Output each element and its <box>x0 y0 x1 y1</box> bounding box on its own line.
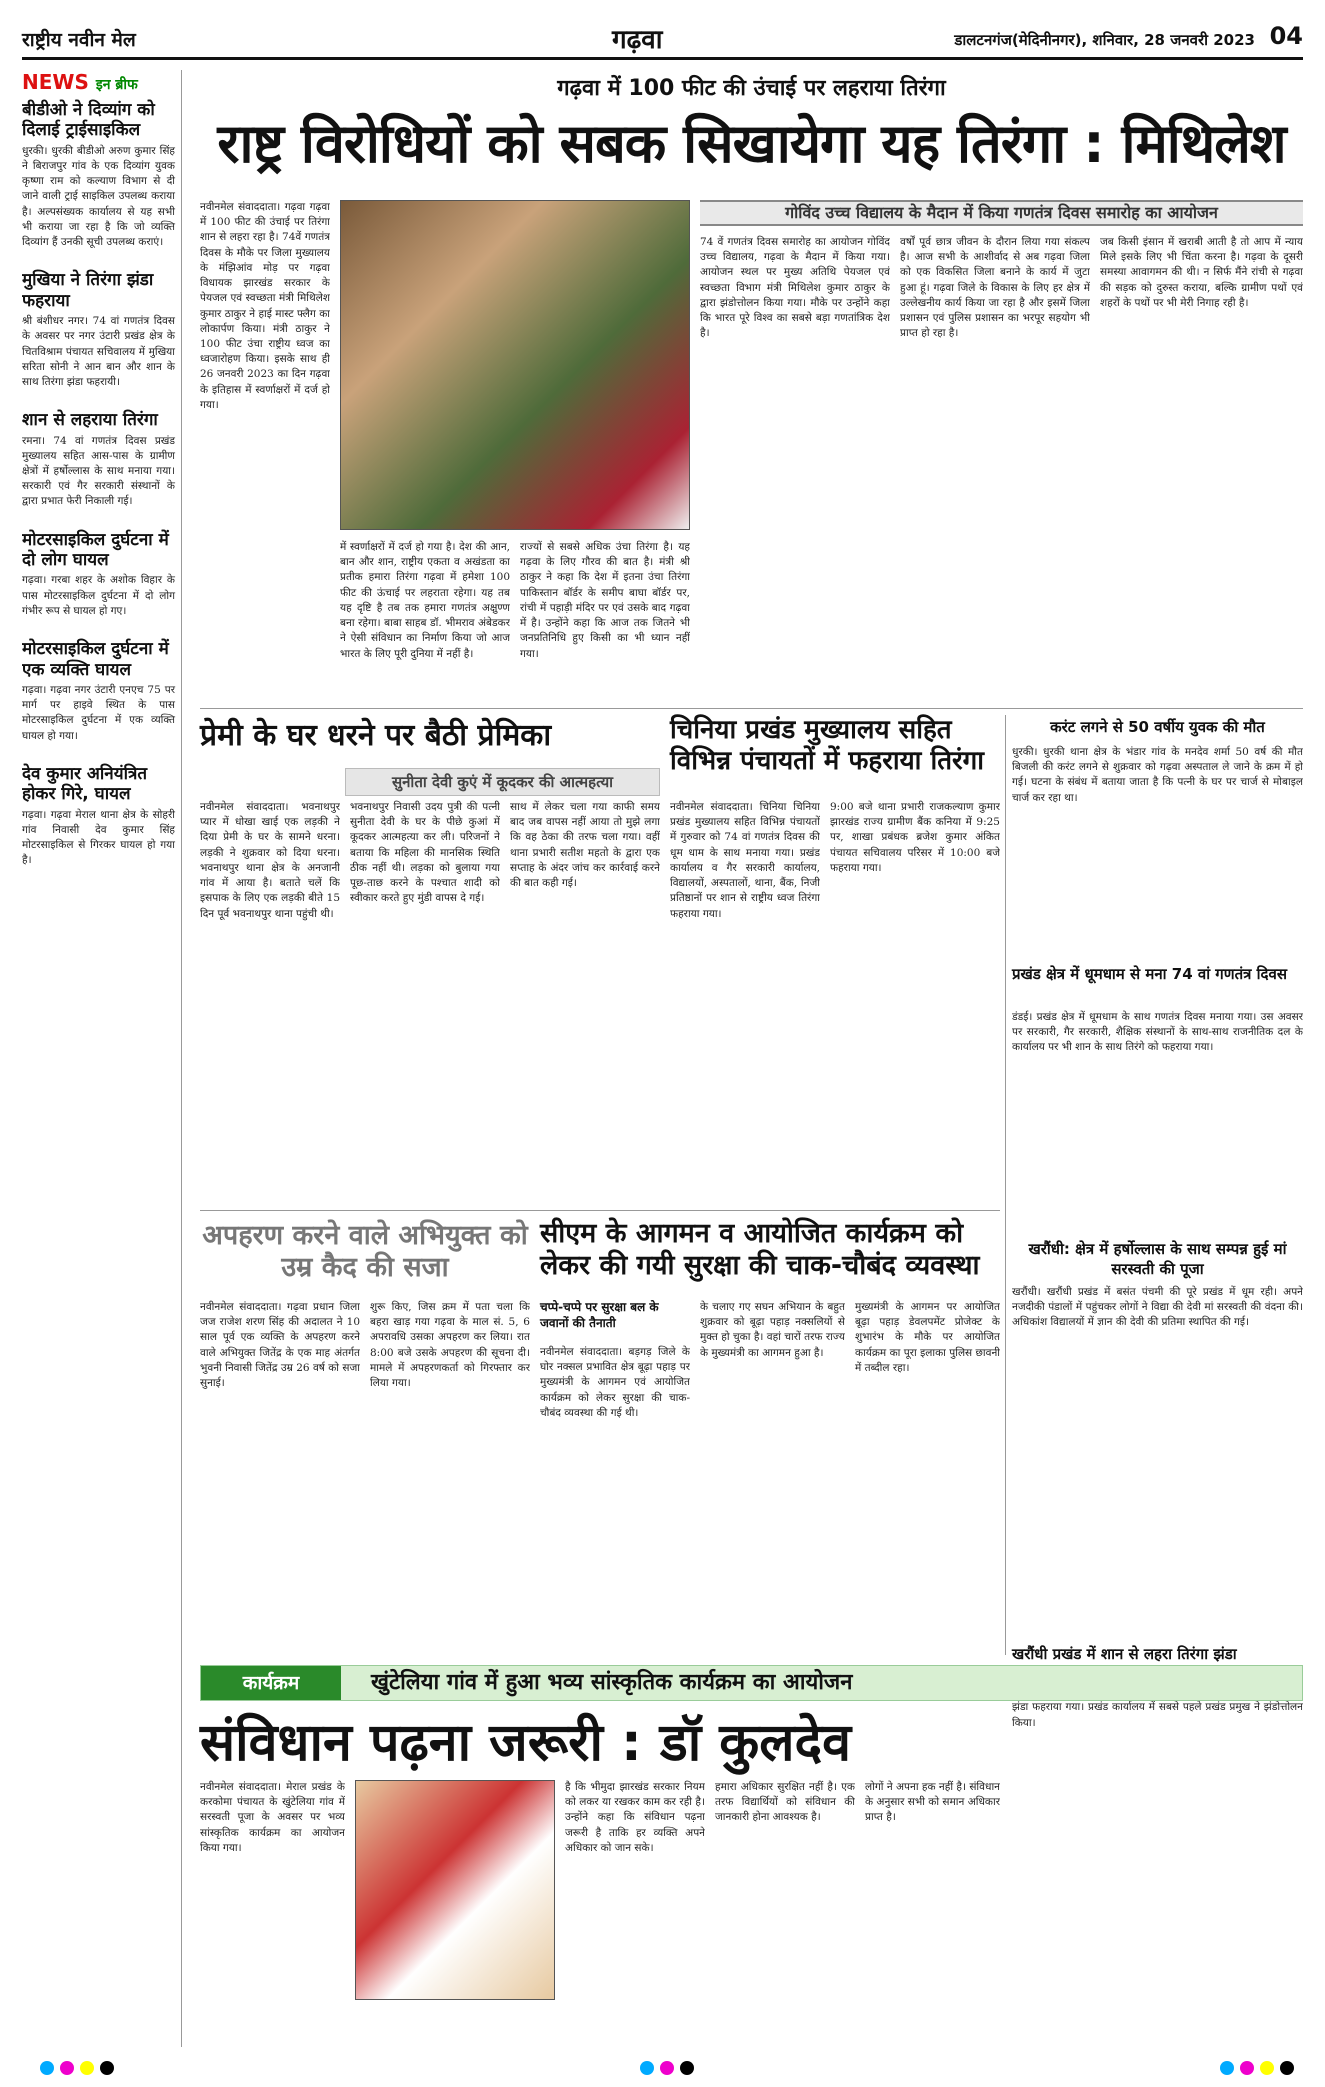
news-in-brief-column <box>22 70 182 2047</box>
program-tag: कार्यक्रम <box>201 1666 341 1700</box>
republic-day-headline: प्रखंड क्षेत्र में धूमधाम से मना 74 वां गणतंत्र दिवस <box>1012 965 1287 983</box>
masthead <box>22 20 1303 60</box>
top-kicker: गढ़वा में 100 फीट की उंचाई पर लहराया तिरंगा <box>557 76 946 101</box>
news-badge: NEWS इन ब्रीफ <box>22 70 138 94</box>
republic-day-text: डंडई। प्रखंड क्षेत्र में धूमधाम के साथ गणतंत्र दिवस मनाया गया। उस अवसर पर सरकारी, गैर सरकारी, शैक्षिक संस्थानों के साथ-साथ राजनीतिक दल के कार्यालय पर भी शान के साथ तिरंगे को फहराया गया। <box>1012 1011 1303 1054</box>
program-stage-photo <box>355 1780 555 2000</box>
apharan-col2: शुरू किए, जिस क्रम में पता चला कि बहरा खाड़ गया गढ़वा के माल सं. 5, 6 अपरावधि उसका अपहरण कर लिया। रात 8:00 बजे उसके अपहरण की सूचना दी। मामले में अपहरणकर्ता को गिरफ्तार कर लिया गया। <box>370 1301 530 1390</box>
chiniya-col1: नवीनमेल संवाददाता। चिनिया चिनिया प्रखंड मुख्यालय सहित विभिन्न पंचायतों में गुरुवार को 74 वां गणतंत्र दिवस की धूम धाम के साथ मनाया गया। प्रखंड कार्यालय व गैर सरकारी कार्यालय, विद्यालयों, अस्पतालों, थाना, बैंक, निजी प्रतिष्ठानों पर शान से राष्ट्रीय ध्वज तिरंगा फहराया गया। <box>670 801 820 920</box>
kharaundhi-flag-headline: खरौंधी प्रखंड में शान से लहरा तिरंगा झंडा <box>1012 1645 1237 1663</box>
brief-item: मोटरसाइकिल दुर्घटना में एक व्यक्ति घायल गढ़वा। गढ़वा नगर उंटारी एनएच 75 पर मार्ग पर हाइवे स्थित के पास मोटरसाइकिल दुर्घटना में एक व्यक्ति घायल हो गया। <box>22 639 175 742</box>
registration-mark <box>40 2061 54 2075</box>
apharan-headline: अपहरण करने वाले अभियुक्त को उम्र कैद की सजा <box>202 1220 528 1284</box>
tricolor-crowd-photo <box>340 200 690 530</box>
program-band <box>200 1665 1303 1701</box>
cm-col1: नवीनमेल संवाददाता। बड़गड़ जिले के घोर नक्सल प्रभावित क्षेत्र बूढ़ा पहाड़ पर मुख्यमंत्री के आगमन एवं आयोजित कार्यक्रम को लेकर सुरक्षा की चाक-चौबंद व्यवस्था की गई थी। <box>540 1346 690 1419</box>
premi-headline: प्रेमी के घर धरने पर बैठी प्रेमिका <box>200 718 552 753</box>
top-story-col6: जब किसी इंसान में खराबी आती है तो आप में न्याय मिले इसके लिए भी चिंता करना है। गढ़वा के दूसरी समस्या आवागमन की थी। न सिर्फ मैंने रांची से गढ़वा की सड़क को दुरुस्त कराया, बल्कि ग्रामीण पथों एवं शहरों के पथों पर भी मेरी निगाह रही है। <box>1100 236 1303 309</box>
kuldev-col3: हमारा अधिकार सुरक्षित नहीं है। एक तरफ विद्यार्थियों को संविधान की जानकारी होना आवश्यक है। <box>715 1781 855 1824</box>
top-story-col5: वर्षों पूर्व छात्र जीवन के दौरान लिया गया संकल्प है। आज सभी के आशीर्वाद से अब गढ़वा जिला को एक विकसित जिला बनाने के कार्य में जुटा हुआ हूं। गढ़वा जिले के विकास के लिए हर क्षेत्र में उल्लेखनीय कार्य किया जा रहा है और इसमें जिला प्रशासन एवं पुलिस प्रशासन का भरपूर सहयोग भी प्राप्त हो रहा है। <box>900 236 1090 340</box>
registration-mark <box>660 2061 674 2075</box>
brief-item: मोटरसाइकिल दुर्घटना में दो लोग घायल गढ़वा। गरबा शहर के अशोक विहार के पास मोटरसाइकिल दुर्घटना में दो लोग गंभीर रूप से घायल हो गए। <box>22 529 175 617</box>
saraswati-puja-text: खरौंधी। खरौंधी प्रखंड में बसंत पंचमी की पूरे प्रखंड में धूम रही। अपने नजदीकी पंडालों में पहुंचकर लोगों ने विद्या की देवी मां सरस्वती की वंदना की। अधिकांश विद्यालयों में ज्ञान की देवी की प्रतिमा स्थापित की गई। <box>1012 1286 1303 1329</box>
registration-mark <box>680 2061 694 2075</box>
registration-mark <box>1220 2061 1234 2075</box>
kuldev-col1: नवीनमेल संवाददाता। मेराल प्रखंड के करकोमा पंचायत के खुंटेलिया गांव में सरस्वती पूजा के अवसर पर भव्य सांस्कृतिक कार्यक्रम का आयोजन किया गया। <box>200 1781 345 1854</box>
brief-item: देव कुमार अनियंत्रित होकर गिरे, घायल गढ़वा। गढ़वा मेराल थाना क्षेत्र के सोहरी गांव निवासी देव कुमार सिंह मोटरसाइकिल से गिरकर घायल हो गया है। <box>22 763 175 867</box>
kharaundhi-flag-text: झंडा फहराया गया। प्रखंड कार्यालय में सबसे पहले प्रखंड प्रमुख ने झंडोत्तोलन किया। <box>1012 1701 1303 1729</box>
current-death-headline: करंट लगने से 50 वर्षीय युवक की मौत <box>1050 718 1265 736</box>
divider <box>200 1210 1000 1211</box>
edition-date: डालटनगंज(मेदिनीनगर), शनिवार, 28 जनवरी 2023 <box>954 31 1255 49</box>
top-story-col3: राज्यों से सबसे अधिक उंचा तिरंगा है। यह गढ़वा के लिए गौरव की बात है। मंत्री श्री ठाकुर ने कहा कि देश में इतना उंचा तिरंगा पाकिस्तान बॉर्डर के समीप बाघा बॉर्डर पर, रांची में पहाड़ी मंदिर पर एवं उसके बाद गढ़वा में है। उन्होंने कहा कि आज तक जितने भी जनप्रतिनिधि हुए किसी का भी ध्यान नहीं गया। <box>520 541 690 660</box>
current-death-text: धुरकी। धुरकी थाना क्षेत्र के भंडार गांव के मनदेव शर्मा 50 वर्ष की मौत बिजली की करंट लगने से शुक्रवार को गढ़वा अस्पताल ले जाने के क्रम में हो गई। घटना के संबंध में बताया जाता है कि पत्नी के घर पर चार्ज से मोबाइल चार्ज कर रहा था। <box>1012 746 1303 804</box>
premi-col2: भवनाथपुर निवासी उदय पुत्री की पत्नी सुनीता देवी के घर के पीछे कुआं में कूदकर आत्महत्या कर ली। परिजनों ने बताया कि महिला की मानसिक स्थिति ठीक नहीं थी। लड़का को बुलाया गया पूछ-ताछ करने के पश्चात शादी को स्वीकार करते हुए मुंडी वापस दे गई। <box>350 801 500 905</box>
apharan-col1: नवीनमेल संवाददाता। गढ़वा प्रधान जिला जज राजेश शरण सिंह की अदालत ने 10 साल पूर्व एक व्यक्ति के अपहरण करने वाले अभियुक्त जितेंद्र के एक माह अंतर्गत भुवनी निवासी जितेंद्र उम्र 26 वर्ष को सजा सुनाई। <box>200 1301 360 1390</box>
brief-item: मुखिया ने तिरंगा झंडा फहराया श्री बंशीधर नगर। 74 वां गणतंत्र दिवस के अवसर पर नगर उंटारी प्रखंड क्षेत्र के चितविश्राम पंचायत सचिवालय में मुखिया सरिता सोनी ने आन बान और शान के साथ तिरंगा झंडा फहरायी। <box>22 270 175 388</box>
top-story-col1: नवीनमेल संवाददाता। गढ़वा गढ़वा में 100 फीट की उंचाई पर तिरंगा शान से लहरा रहा है। 74वें गणतंत्र दिवस के मौके पर जिला मुख्यालय के मंझिआंव मोड़ पर गढ़वा विधायक झारखंड सरकार के पेयजल एवं स्वच्छता मंत्री मिथिलेश कुमार ठाकुर ने हाई मास्ट फ्लैग का लोकार्पण किया। मंत्री ठाकुर ने 100 फीट उंचा राष्ट्रीय ध्वज का ध्वजारोहण किया। इसके साथ ही 26 जनवरी 2023 का दिन गढ़वा के इतिहास में स्वर्णाक्षरों में दर्ज हो गया। <box>200 201 330 411</box>
cm-security-subhead: चप्पे-चप्पे पर सुरक्षा बल के जवानों की तैनाती <box>540 1300 659 1330</box>
program-band-title: खुंटेलिया गांव में हुआ भव्य सांस्कृतिक कार्यक्रम का आयोजन <box>371 1670 853 1695</box>
chiniya-col2: 9:00 बजे थाना प्रभारी राजकल्याण कुमार झारखंड राज्य ग्रामीण बैंक कनिया में 9:25 पर, शाखा प्रबंधक ब्रजेश कुमार अंकित पंचायत सचिवालय परिसर में 10:00 बजे फहराया गया। <box>830 801 1000 874</box>
kuldev-headline: संविधान पढ़ना जरूरी : डॉ कुलदेव <box>200 1713 852 1773</box>
page-number: 04 <box>1269 22 1303 50</box>
top-substrip: गोविंद उच्च विद्यालय के मैदान में किया गणतंत्र दिवस समारोह का आयोजन <box>700 200 1303 226</box>
brand-name: राष्ट्रीय नवीन मेल <box>22 29 136 51</box>
kuldev-col4: लोगों ने अपना हक नहीं है। संविधान के अनुसार सभी को समान अधिकार प्राप्त है। <box>865 1781 1000 1824</box>
kuldev-col2: है कि भीमुदा झारखंड सरकार नियम को लकर या रखकर काम कर रही है। उन्होंने कहा कि संविधान पढ़ना जरूरी है ताकि हर व्यक्ति अपने अधिकार को जान सके। <box>565 1781 705 1854</box>
premi-subhead: सुनीता देवी कुएं में कूदकर की आत्महत्या <box>345 768 660 796</box>
premi-col3: साथ में लेकर चला गया काफी समय बाद जब वापस नहीं आया तो मुझे लगा कि वह ठेका की तरफ चला गया। वहीं थाना प्रभारी सतीश महतो के द्वारा एक सप्ताह के अंदर जांच कर कार्रवाई करने की बात कही गई। <box>510 801 660 890</box>
brief-item: शान से लहराया तिरंगा रमना। 74 वां गणतंत्र दिवस प्रखंड मुख्यालय सहित आस-पास के ग्रामीण क्षेत्रों में हर्षोल्लास के साथ मनाया गया। सरकारी एवं गैर सरकारी संस्थानों के द्वारा प्रभात फेरी निकाली गई। <box>22 410 175 508</box>
registration-mark <box>1260 2061 1274 2075</box>
registration-mark <box>60 2061 74 2075</box>
divider <box>1005 715 1006 1655</box>
top-headline: राष्ट्र विरोधियों को सबक सिखायेगा यह तिरंगा : मिथिलेश <box>217 112 1286 175</box>
divider <box>200 708 1303 709</box>
cm-col3: मुख्यमंत्री के आगमन पर आयोजित बूढ़ा पहाड़ डेवलपमेंट प्रोजेक्ट के शुभारंभ के मौके पर आयोजित कार्यक्रम का पूरा इलाका पुलिस छावनी में तब्दील रहा। <box>855 1301 1000 1374</box>
brief-item: बीडीओ ने दिव्यांग को दिलाई ट्राईसाइकिल धुरकी। धुरकी बीडीओ अरुण कुमार सिंह ने बिराजपुर गांव के एक दिव्यांग युवक कृष्णा राम को कल्याण विभाग से दी जाने वाली ट्राई साइकिल उपलब्ध कराया है। अल्पसंख्यक कार्यालय से यह सभी भी कराया जा रहा है कि जो व्यक्ति दिव्यांग हैं उनकी सूची उपलब्ध कराएं। <box>22 100 175 249</box>
registration-mark <box>100 2061 114 2075</box>
section-name: गढ़वा <box>612 25 663 55</box>
chiniya-headline: चिनिया प्रखंड मुख्यालय सहित विभिन्न पंचायतों में फहराया तिरंगा <box>670 715 985 777</box>
registration-mark <box>80 2061 94 2075</box>
cm-security-headline: सीएम के आगमन व आयोजित कार्यक्रम को लेकर की गयी सुरक्षा की चाक-चौबंद व्यवस्था <box>540 1218 980 1282</box>
saraswati-puja-headline: खरौंधी: क्षेत्र में हर्षोल्लास के साथ सम्पन्न हुई मां सरस्वती की पूजा <box>1028 1240 1287 1278</box>
registration-mark <box>640 2061 654 2075</box>
premi-col1: नवीनमेल संवाददाता। भवनाथपुर प्यार में धोखा खाई एक लड़की ने दिया प्रेमी के घर के सामने धरना। लड़की ने शुक्रवार को दिया धरना। भवनाथपुर थाना क्षेत्र के अनजानी गांव में आया है। बताते चलें कि इसपाक के लिए एक लड़की बीते 15 दिन पूर्व भवनाथपुर थाना पहुंची थी। <box>200 801 340 920</box>
registration-mark <box>1280 2061 1294 2075</box>
print-registration-bar <box>0 2061 1325 2075</box>
top-story-col4: 74 वें गणतंत्र दिवस समारोह का आयोजन गोविंद उच्च विद्यालय, गढ़वा के मैदान में किया गया। आयोजन स्थल पर मुख्य अतिथि पेयजल एवं स्वच्छता विभाग मंत्री मिथिलेश कुमार ठाकुर के द्वारा झंडोत्तोलन किया गया। मौके पर उन्होंने कहा कि भारत पूरे विश्व का सबसे बड़ा गणतांत्रिक देश है। <box>700 236 890 340</box>
cm-col2: के चलाए गए सघन अभियान के बहुत शुक्रवार को बूढ़ा पहाड़ नक्सलियों से मुक्त हो चुका है। वहां चारों तरफ राज्य के मुख्यमंत्री का आगमन हुआ है। <box>700 1301 845 1359</box>
top-story-col2: में स्वर्णाक्षरों में दर्ज हो गया है। देश की आन, बान और शान, राष्ट्रीय एकता व अखंडता का प्रतीक हमारा तिरंगा गढ़वा में हमेशा 100 फीट की ऊंचाई पर लहराता रहेगा। यह तब यह दृष्टि है तब तक हमारा गणतंत्र अक्षुण्ण बना रहेगा। बाबा साहब डॉ. भीमराव अंबेडकर ने ऐसी संविधान का निर्माण किया जो आज भारत के लिए पूरी दुनिया में नहीं है। <box>340 541 510 660</box>
registration-mark <box>1240 2061 1254 2075</box>
